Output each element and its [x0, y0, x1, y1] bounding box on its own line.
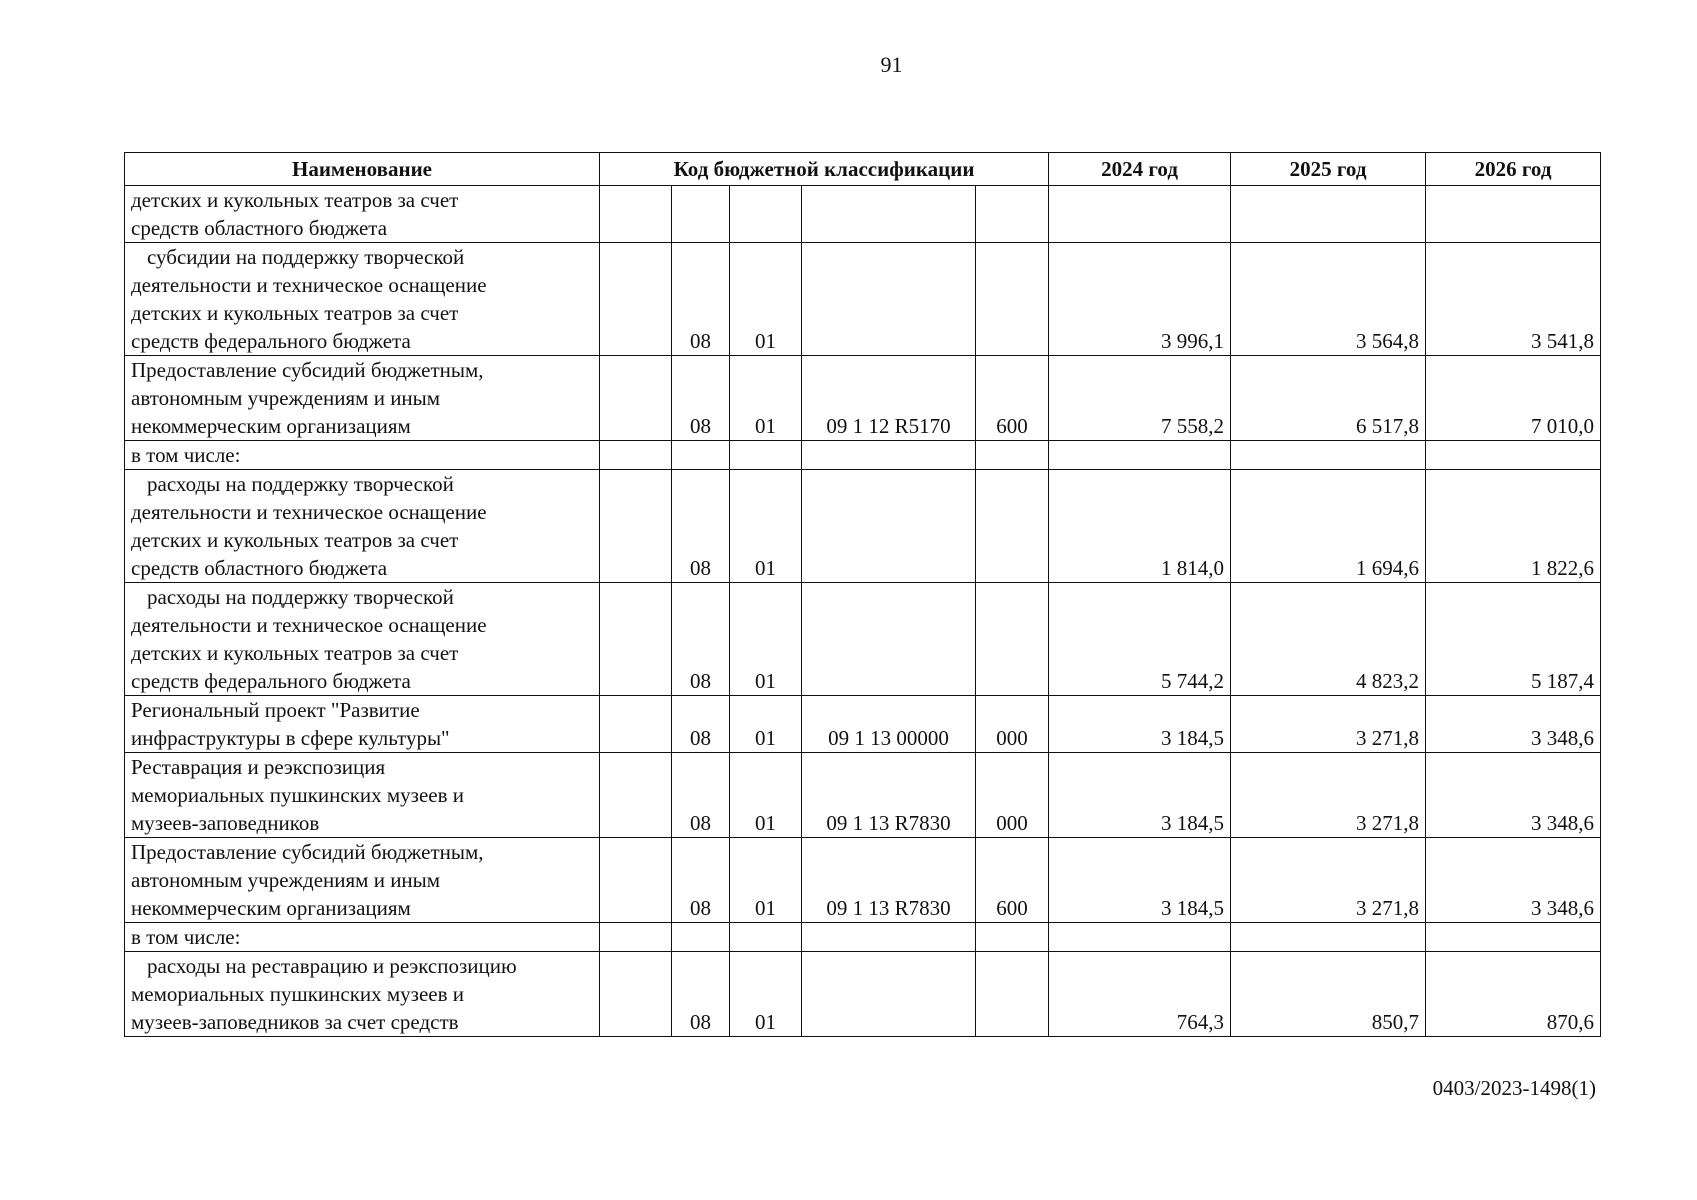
subsection-code-cell — [730, 923, 802, 952]
amount-2025-cell: 4 823,2 — [1231, 583, 1426, 696]
expense-type-cell — [976, 441, 1049, 470]
amount-2025-cell: 3 271,8 — [1231, 838, 1426, 923]
table-body — [125, 186, 1601, 1037]
row-name-line: некоммерческим организациям — [131, 896, 411, 920]
amount-2024-cell: 5 744,2 — [1049, 583, 1231, 696]
code-part-1-cell — [600, 186, 672, 243]
amount-2026-cell: 5 187,4 — [1426, 583, 1601, 696]
row-name-line: детских и кукольных театров за счет — [131, 188, 459, 212]
row-name-line: Региональный проект "Развитие — [131, 698, 420, 722]
section-code-cell — [672, 441, 730, 470]
row-name-cell — [125, 441, 600, 470]
row-name-line: автономным учреждениям и иным — [131, 386, 441, 410]
table-row — [125, 441, 1601, 470]
row-name-line: детских и кукольных театров за счет — [131, 301, 459, 325]
amount-2025-cell: 3 271,8 — [1231, 696, 1426, 753]
amount-2026-cell: 7 010,0 — [1426, 356, 1601, 441]
row-name-line: субсидии на поддержку творческой — [147, 245, 465, 269]
row-name-line: деятельности и техническое оснащение — [131, 613, 487, 637]
code-part-1-cell — [600, 923, 672, 952]
section-code-cell: 08 — [672, 470, 730, 583]
page-number: 91 — [880, 52, 903, 77]
section-code-cell: 08 — [672, 952, 730, 1037]
code-part-1-cell — [600, 583, 672, 696]
row-name-line: автономным учреждениям и иным — [131, 868, 441, 892]
amount-2026-cell — [1426, 186, 1601, 243]
expense-type-cell — [976, 583, 1049, 696]
row-name-cell — [125, 923, 600, 952]
row-name-line: Предоставление субсидий бюджетным, — [131, 358, 484, 382]
expense-type-cell: 600 — [976, 838, 1049, 923]
header-row — [125, 153, 1601, 186]
header-2024: 2024 год — [1049, 153, 1231, 186]
section-code-cell — [672, 186, 730, 243]
subsection-code-cell: 01 — [730, 696, 802, 753]
amount-2024-cell: 7 558,2 — [1049, 356, 1231, 441]
amount-2026-cell — [1426, 441, 1601, 470]
row-name-line: Реставрация и реэкспозиция — [131, 755, 386, 779]
table-row — [125, 753, 1601, 838]
amount-2026-cell: 3 348,6 — [1426, 838, 1601, 923]
code-part-1-cell — [600, 470, 672, 583]
amount-2024-cell — [1049, 923, 1231, 952]
subsection-code-cell: 01 — [730, 243, 802, 356]
row-name-cell — [125, 952, 600, 1037]
amount-2025-cell: 3 271,8 — [1231, 753, 1426, 838]
row-name-line: средств федерального бюджета — [131, 329, 411, 353]
row-name-line: средств федерального бюджета — [131, 669, 411, 693]
expense-type-cell: 000 — [976, 753, 1049, 838]
row-name-line: некоммерческим организациям — [131, 414, 411, 438]
subsection-code-cell: 01 — [730, 753, 802, 838]
row-name-cell — [125, 696, 600, 753]
expense-type-cell — [976, 186, 1049, 243]
code-part-1-cell — [600, 243, 672, 356]
amount-2025-cell: 850,7 — [1231, 952, 1426, 1037]
expense-type-cell — [976, 952, 1049, 1037]
section-code-cell: 08 — [672, 696, 730, 753]
amount-2026-cell: 870,6 — [1426, 952, 1601, 1037]
expense-type-cell — [976, 243, 1049, 356]
amount-2024-cell: 1 814,0 — [1049, 470, 1231, 583]
row-name-line: детских и кукольных театров за счет — [131, 641, 459, 665]
header-code: Код бюджетной классификации — [600, 153, 1049, 186]
amount-2025-cell: 3 564,8 — [1231, 243, 1426, 356]
target-article-cell: 09 1 13 00000 — [802, 696, 976, 753]
subsection-code-cell: 01 — [730, 470, 802, 583]
code-part-1-cell — [600, 356, 672, 441]
table-row — [125, 696, 1601, 753]
amount-2024-cell — [1049, 441, 1231, 470]
section-code-cell: 08 — [672, 243, 730, 356]
row-name-line: деятельности и техническое оснащение — [131, 500, 487, 524]
section-code-cell: 08 — [672, 583, 730, 696]
table-row — [125, 838, 1601, 923]
amount-2024-cell — [1049, 186, 1231, 243]
row-name-line: расходы на поддержку творческой — [147, 472, 454, 496]
row-name-line: средств областного бюджета — [131, 216, 388, 240]
target-article-cell: 09 1 12 R5170 — [802, 356, 976, 441]
section-code-cell: 08 — [672, 838, 730, 923]
target-article-cell: 09 1 13 R7830 — [802, 838, 976, 923]
row-name-cell — [125, 838, 600, 923]
code-part-1-cell — [600, 696, 672, 753]
header-2025: 2025 год — [1231, 153, 1426, 186]
row-name-cell — [125, 753, 600, 838]
amount-2026-cell: 3 541,8 — [1426, 243, 1601, 356]
document-code: 0403/2023-1498(1) — [1432, 1076, 1596, 1100]
amount-2026-cell: 3 348,6 — [1426, 753, 1601, 838]
table-row — [125, 243, 1601, 356]
subsection-code-cell: 01 — [730, 356, 802, 441]
subsection-code-cell: 01 — [730, 838, 802, 923]
code-part-1-cell — [600, 952, 672, 1037]
target-article-cell — [802, 952, 976, 1037]
table-row — [125, 583, 1601, 696]
subsection-code-cell: 01 — [730, 583, 802, 696]
row-name-line: деятельности и техническое оснащение — [131, 273, 487, 297]
amount-2026-cell: 3 348,6 — [1426, 696, 1601, 753]
amount-2024-cell: 3 996,1 — [1049, 243, 1231, 356]
expense-type-cell: 000 — [976, 696, 1049, 753]
row-name-line: мемориальных пушкинских музеев и — [131, 783, 465, 807]
expense-type-cell: 600 — [976, 356, 1049, 441]
target-article-cell — [802, 243, 976, 356]
code-part-1-cell — [600, 753, 672, 838]
row-name-line: в том числе: — [131, 925, 241, 949]
target-article-cell — [802, 186, 976, 243]
amount-2025-cell — [1231, 186, 1426, 243]
budget-table — [124, 152, 1601, 1037]
subsection-code-cell: 01 — [730, 952, 802, 1037]
row-name-line: инфраструктуры в сфере культуры" — [131, 726, 450, 750]
amount-2025-cell — [1231, 923, 1426, 952]
row-name-line: расходы на реставрацию и реэкспозицию — [147, 954, 517, 978]
amount-2024-cell: 3 184,5 — [1049, 696, 1231, 753]
amount-2024-cell: 3 184,5 — [1049, 838, 1231, 923]
table-row — [125, 923, 1601, 952]
table-row — [125, 952, 1601, 1037]
row-name-line: Предоставление субсидий бюджетным, — [131, 840, 484, 864]
row-name-cell — [125, 243, 600, 356]
row-name-line: музеев-заповедников — [131, 811, 320, 835]
amount-2024-cell: 764,3 — [1049, 952, 1231, 1037]
amount-2026-cell: 1 822,6 — [1426, 470, 1601, 583]
code-part-1-cell — [600, 441, 672, 470]
row-name-cell — [125, 356, 600, 441]
row-name-cell — [125, 583, 600, 696]
table-row — [125, 470, 1601, 583]
section-code-cell — [672, 923, 730, 952]
amount-2026-cell — [1426, 923, 1601, 952]
expense-type-cell — [976, 470, 1049, 583]
header-name: Наименование — [125, 153, 600, 186]
header-2026: 2026 год — [1426, 153, 1601, 186]
target-article-cell — [802, 441, 976, 470]
target-article-cell: 09 1 13 R7830 — [802, 753, 976, 838]
row-name-line: средств областного бюджета — [131, 556, 388, 580]
amount-2025-cell — [1231, 441, 1426, 470]
amount-2024-cell: 3 184,5 — [1049, 753, 1231, 838]
row-name-line: в том числе: — [131, 443, 241, 467]
subsection-code-cell — [730, 186, 802, 243]
row-name-cell — [125, 470, 600, 583]
target-article-cell — [802, 470, 976, 583]
code-part-1-cell — [600, 838, 672, 923]
table-row — [125, 356, 1601, 441]
row-name-line: детских и кукольных театров за счет — [131, 528, 459, 552]
subsection-code-cell — [730, 441, 802, 470]
row-name-line: музеев-заповедников за счет средств — [131, 1010, 459, 1034]
target-article-cell — [802, 923, 976, 952]
section-code-cell: 08 — [672, 356, 730, 441]
row-name-line: расходы на поддержку творческой — [147, 585, 454, 609]
amount-2025-cell: 6 517,8 — [1231, 356, 1426, 441]
row-name-line: мемориальных пушкинских музеев и — [131, 982, 465, 1006]
table-row — [125, 186, 1601, 243]
target-article-cell — [802, 583, 976, 696]
amount-2025-cell: 1 694,6 — [1231, 470, 1426, 583]
row-name-cell — [125, 186, 600, 243]
section-code-cell: 08 — [672, 753, 730, 838]
expense-type-cell — [976, 923, 1049, 952]
